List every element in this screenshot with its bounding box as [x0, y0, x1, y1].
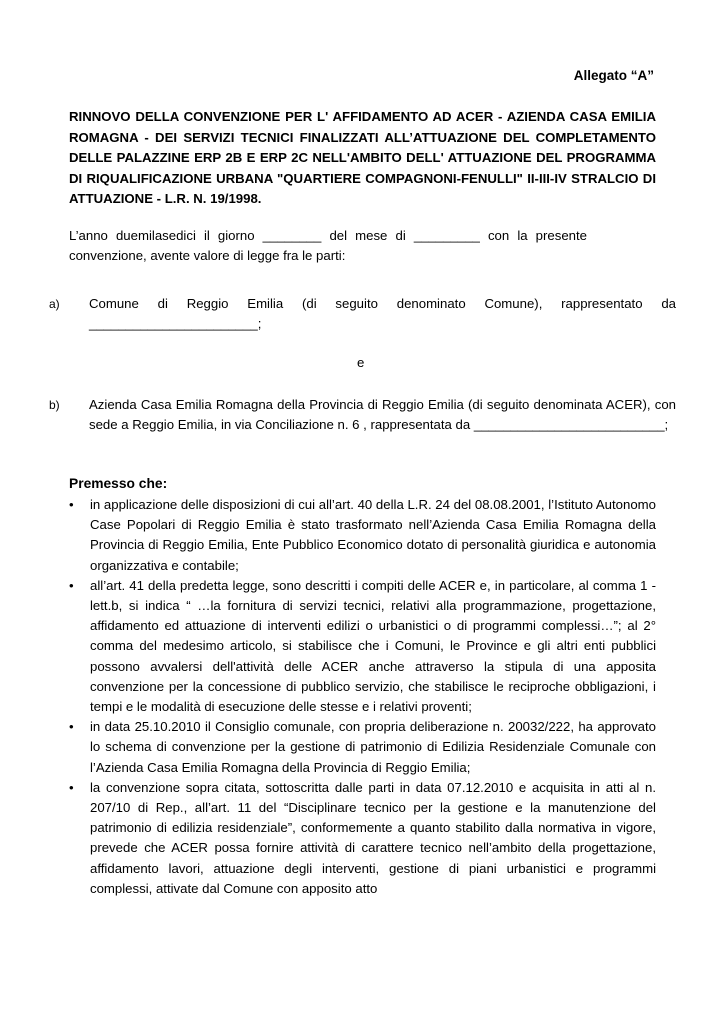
list-item-text: la convenzione sopra citata, sottoscritta dalle parti in data 07.12.2010 e acquisita in atti al n. 207/10 di Rep., all’art. 11 del “Disciplinare tecnico per la gestione e la manutenzione del patrimonio di edilizia residenziale”, conformemente a quanto stabilito dalla normativa in vigore, prevede che ACER possa fornire attività di carattere tecnico nell’ambito della progettazione, affidamento lavori, attuazione degli interventi, gestione di piani urbanistici e programmi complessi, attivate dal Comune con apposito atto — [90, 779, 656, 896]
premesso-heading: Premesso che: — [69, 476, 168, 491]
party-b — [49, 395, 676, 436]
party-a-label: a) — [49, 297, 60, 311]
document-title: RINNOVO DELLA CONVENZIONE PER L' AFFIDAMENTO AD ACER - AZIENDA CASA EMILIA ROMAGNA - DEI SERVIZI TECNICI FINALIZZATI ALL’ATTUAZIONE DEL COMPLETAMENTO DELLE PALAZZINE ERP 2B E ERP 2C NELL'AMBITO DELL' ATTUAZIONE DEL PROGRAMMA DI RIQUALIFICAZIONE URBANA "QUARTIERE COMPAGNONI-FENULLI" II-III-IV STRALCIO DI ATTUAZIONE - L.R. N. 19/1998. — [69, 109, 656, 206]
list-item — [69, 717, 656, 778]
list-item-text: in applicazione delle disposizioni di cui all’art. 40 della L.R. 24 del 08.08.2001, l’Istituto Autonomo Case Popolari di Reggio Emilia è stato trasformato nell’Azienda Casa Emilia Romagna della Provincia di Reggio Emilia, Ente Pubblico Economico dotato di personalità giuridica e autonomia organizzativa e contabile; — [90, 497, 656, 573]
bullet-icon: • — [69, 497, 74, 512]
bullet-icon: • — [69, 719, 74, 735]
party-b-text: Azienda Casa Emilia Romagna della Provincia di Reggio Emilia (di seguito denominata ACER), con sede a Reggio Emilia, in via Conciliazione n. 6 , rappresentata da __________________________; — [89, 397, 676, 433]
party-b-label: b) — [49, 398, 60, 412]
party-a-text: Comune di Reggio Emilia (di seguito denominato Comune), rappresentato da _______________________; — [89, 296, 676, 332]
party-a — [49, 294, 676, 335]
bullet-icon: • — [69, 577, 74, 593]
list-item-text: all’art. 41 della predetta legge, sono descritti i compiti delle ACER e, in particolare, al comma 1 - lett.b, si indica “ …la fornitura di servizi tecnici, relativi alla programmazione, progettazione, affidamento ed attuazione di interventi edilizi o urbanistici o di programmi complessi…”; al 2° comma del medesimo articolo, si stabilisce che i Comuni, le Province e gli altri enti pubblici possono avvalersi dell'attività delle ACER anche attraverso la stipula di una apposita convenzione per la concessione di pubblico servizio, che stabilisce le reciproche obbligazioni, i tempi e le modalità di esecuzione delle stesse e i relativi proventi; — [90, 577, 656, 715]
attachment-label: Allegato “A” — [573, 68, 654, 83]
list-item — [69, 495, 656, 576]
list-item — [69, 576, 656, 717]
intro-paragraph: L’anno duemilasedici il giorno ________ del mese di _________ con la presente convenzione, avente valore di legge fra le parti: — [69, 228, 587, 264]
list-item-text: in data 25.10.2010 il Consiglio comunale, con propria deliberazione n. 20032/222, ha approvato lo schema di convenzione per la gestione di patrimonio di Edilizia Residenziale Comunale con l’Azienda Casa Emilia Romagna della Provincia di Reggio Emilia; — [90, 719, 656, 775]
bullet-icon: • — [69, 779, 74, 795]
list-item — [69, 778, 656, 899]
premesso-list — [69, 495, 656, 899]
conjunction-e: e — [357, 355, 365, 370]
